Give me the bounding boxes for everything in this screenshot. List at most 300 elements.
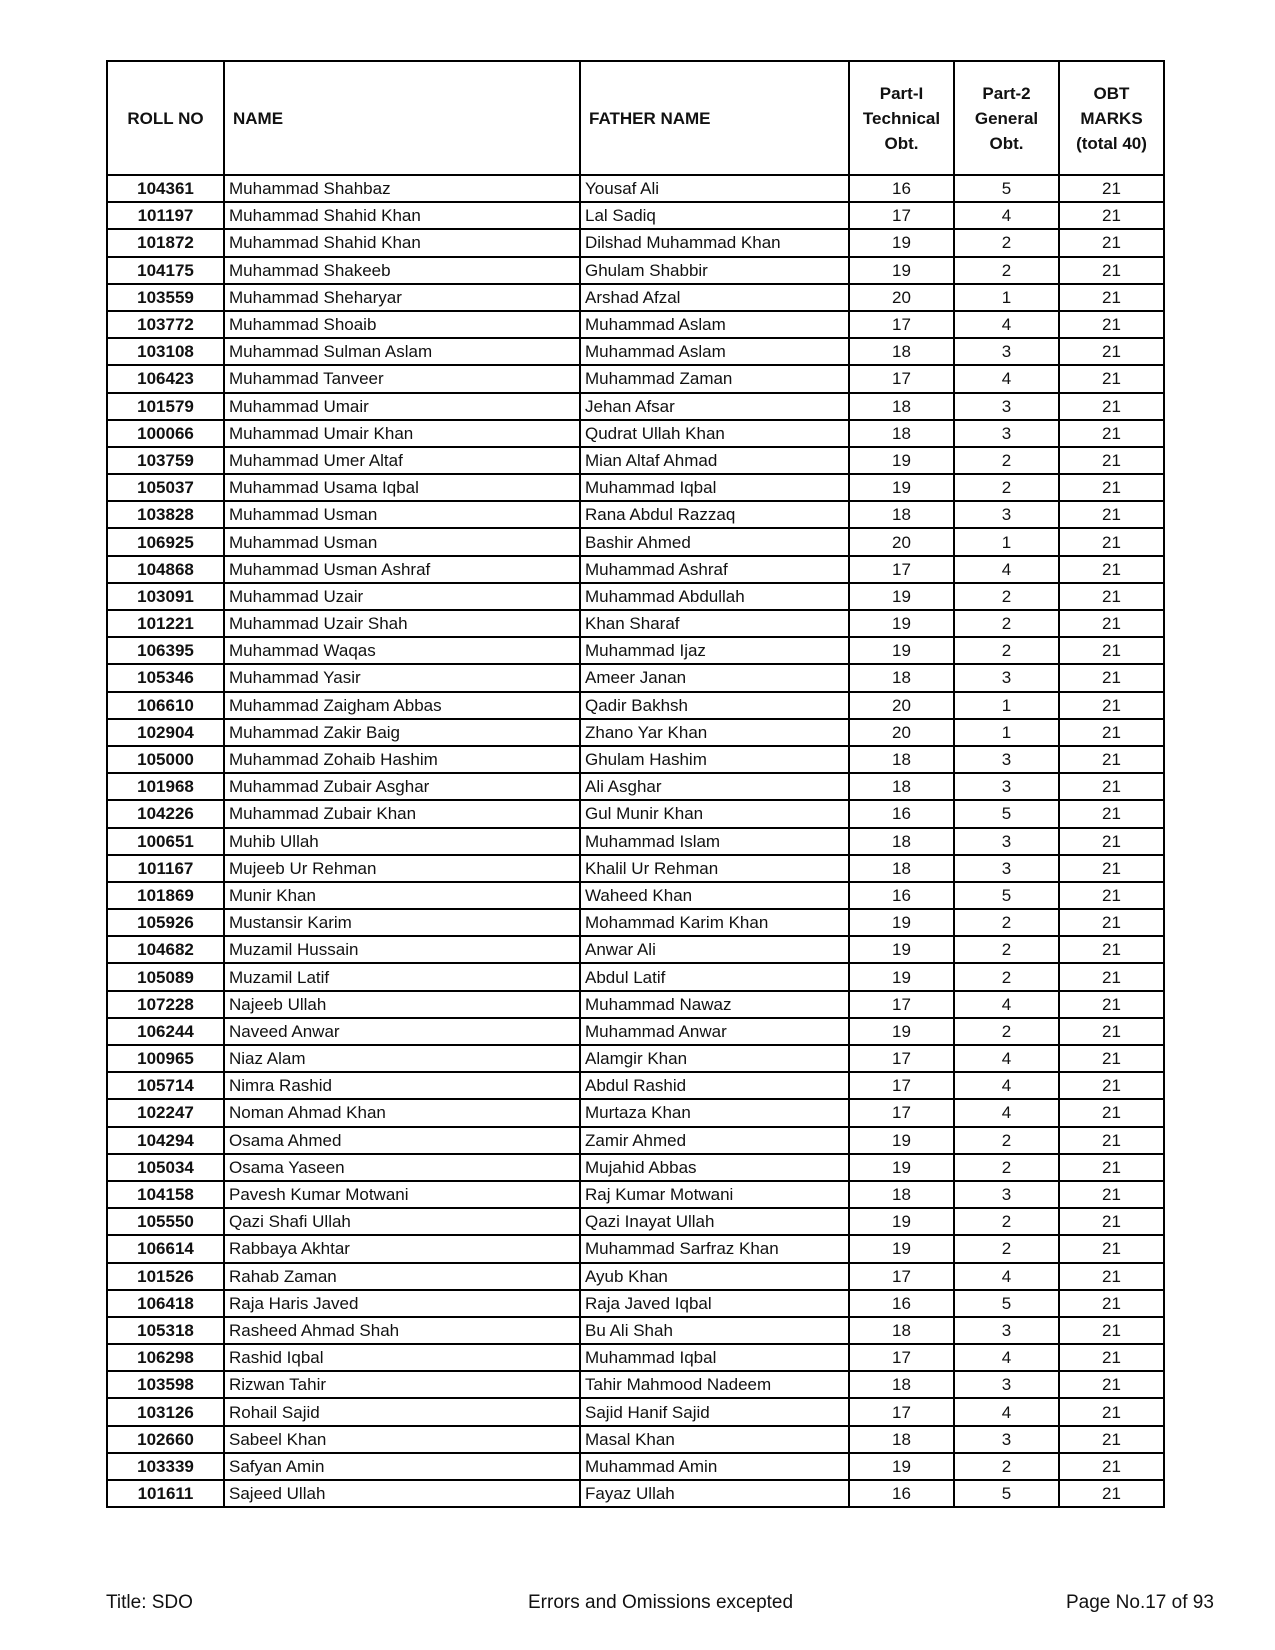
father-name-cell: Mohammad Karim Khan (580, 909, 849, 936)
obt-marks-cell: 21 (1059, 746, 1164, 773)
name-cell: Muhammad Usman (224, 528, 580, 555)
part1-score-cell: 16 (849, 1290, 954, 1317)
obt-marks-cell: 21 (1059, 420, 1164, 447)
part1-score-cell: 20 (849, 692, 954, 719)
obt-marks-cell: 21 (1059, 963, 1164, 990)
obt-marks-cell: 21 (1059, 229, 1164, 256)
table-row (107, 447, 1164, 474)
father-name-cell: Gul Munir Khan (580, 800, 849, 827)
header-part1-line3: Obt. (884, 133, 919, 153)
part1-score-cell: 17 (849, 1072, 954, 1099)
part1-score-cell: 18 (849, 338, 954, 365)
table-row (107, 1398, 1164, 1425)
obt-marks-cell: 21 (1059, 1208, 1164, 1235)
roll-no-cell: 103559 (107, 284, 224, 311)
part1-score-cell: 19 (849, 229, 954, 256)
header-father-label: FATHER NAME (589, 108, 711, 128)
part1-score-cell: 16 (849, 800, 954, 827)
table-row (107, 284, 1164, 311)
part2-score-cell: 5 (954, 800, 1059, 827)
part1-score-cell: 17 (849, 202, 954, 229)
name-cell: Muhammad Umair (224, 393, 580, 420)
roll-no-cell: 106925 (107, 528, 224, 555)
obt-marks-cell: 21 (1059, 1453, 1164, 1480)
part1-score-cell: 17 (849, 556, 954, 583)
father-name-cell: Raj Kumar Motwani (580, 1181, 849, 1208)
table-row (107, 1072, 1164, 1099)
part2-score-cell: 4 (954, 1263, 1059, 1290)
father-name-cell: Dilshad Muhammad Khan (580, 229, 849, 256)
name-cell: Muzamil Latif (224, 963, 580, 990)
father-name-cell: Muhammad Iqbal (580, 474, 849, 501)
name-cell: Muhammad Sulman Aslam (224, 338, 580, 365)
name-cell: Muhammad Usama Iqbal (224, 474, 580, 501)
part2-score-cell: 2 (954, 474, 1059, 501)
father-name-cell: Raja Javed Iqbal (580, 1290, 849, 1317)
part1-score-cell: 18 (849, 1426, 954, 1453)
table-row (107, 583, 1164, 610)
table-row (107, 936, 1164, 963)
obt-marks-cell: 21 (1059, 1099, 1164, 1126)
name-cell: Niaz Alam (224, 1045, 580, 1072)
obt-marks-cell: 21 (1059, 610, 1164, 637)
part2-score-cell: 3 (954, 1317, 1059, 1344)
name-cell: Muhib Ullah (224, 828, 580, 855)
father-name-cell: Sajid Hanif Sajid (580, 1398, 849, 1425)
part1-score-cell: 17 (849, 365, 954, 392)
part2-score-cell: 4 (954, 556, 1059, 583)
part1-score-cell: 20 (849, 719, 954, 746)
father-name-cell: Khalil Ur Rehman (580, 855, 849, 882)
obt-marks-cell: 21 (1059, 1045, 1164, 1072)
part2-score-cell: 4 (954, 202, 1059, 229)
father-name-cell: Arshad Afzal (580, 284, 849, 311)
part1-score-cell: 19 (849, 1018, 954, 1045)
roll-no-cell: 101872 (107, 229, 224, 256)
part2-score-cell: 3 (954, 1181, 1059, 1208)
part2-score-cell: 3 (954, 773, 1059, 800)
part2-score-cell: 3 (954, 501, 1059, 528)
header-part2-line3: Obt. (989, 133, 1024, 153)
header-part1-line2: Technical (862, 108, 941, 128)
father-name-cell: Qudrat Ullah Khan (580, 420, 849, 447)
roll-no-cell: 106298 (107, 1344, 224, 1371)
obt-marks-cell: 21 (1059, 664, 1164, 691)
part2-score-cell: 2 (954, 909, 1059, 936)
part2-score-cell: 2 (954, 229, 1059, 256)
table-row (107, 1099, 1164, 1126)
name-cell: Rahab Zaman (224, 1263, 580, 1290)
obt-marks-cell: 21 (1059, 556, 1164, 583)
father-name-cell: Ghulam Hashim (580, 746, 849, 773)
father-name-cell: Muhammad Islam (580, 828, 849, 855)
results-table-container (106, 60, 1147, 1508)
header-part2-line1: Part-2 (982, 83, 1031, 103)
roll-no-cell: 100066 (107, 420, 224, 447)
roll-no-cell: 107228 (107, 991, 224, 1018)
name-cell: Rabbaya Akhtar (224, 1235, 580, 1262)
part1-score-cell: 20 (849, 284, 954, 311)
roll-no-cell: 104361 (107, 175, 224, 202)
obt-marks-cell: 21 (1059, 991, 1164, 1018)
footer-title: Title: SDO (106, 1592, 193, 1613)
roll-no-cell: 101579 (107, 393, 224, 420)
obt-marks-cell: 21 (1059, 882, 1164, 909)
obt-marks-cell: 21 (1059, 1480, 1164, 1507)
name-cell: Safyan Amin (224, 1453, 580, 1480)
roll-no-cell: 106244 (107, 1018, 224, 1045)
name-cell: Nimra Rashid (224, 1072, 580, 1099)
roll-no-cell: 104294 (107, 1127, 224, 1154)
header-row (107, 61, 1164, 175)
table-row (107, 501, 1164, 528)
header-part1 (849, 61, 954, 175)
father-name-cell: Muhammad Iqbal (580, 1344, 849, 1371)
table-row (107, 311, 1164, 338)
obt-marks-cell: 21 (1059, 393, 1164, 420)
table-row (107, 202, 1164, 229)
name-cell: Muhammad Zakir Baig (224, 719, 580, 746)
father-name-cell: Abdul Latif (580, 963, 849, 990)
obt-marks-cell: 21 (1059, 909, 1164, 936)
obt-marks-cell: 21 (1059, 1235, 1164, 1262)
part2-score-cell: 4 (954, 991, 1059, 1018)
father-name-cell: Mujahid Abbas (580, 1154, 849, 1181)
part1-score-cell: 19 (849, 1453, 954, 1480)
roll-no-cell: 102660 (107, 1426, 224, 1453)
table-row (107, 991, 1164, 1018)
part2-score-cell: 5 (954, 882, 1059, 909)
name-cell: Muhammad Zohaib Hashim (224, 746, 580, 773)
results-table (106, 60, 1165, 1508)
part2-score-cell: 4 (954, 1099, 1059, 1126)
obt-marks-cell: 21 (1059, 855, 1164, 882)
part1-score-cell: 18 (849, 1317, 954, 1344)
father-name-cell: Zhano Yar Khan (580, 719, 849, 746)
table-row (107, 1154, 1164, 1181)
table-row (107, 1344, 1164, 1371)
obt-marks-cell: 21 (1059, 1398, 1164, 1425)
roll-no-cell: 106395 (107, 637, 224, 664)
part2-score-cell: 2 (954, 963, 1059, 990)
table-row (107, 365, 1164, 392)
roll-no-cell: 101221 (107, 610, 224, 637)
name-cell: Mujeeb Ur Rehman (224, 855, 580, 882)
name-cell: Muhammad Uzair (224, 583, 580, 610)
part1-score-cell: 18 (849, 855, 954, 882)
header-obt-line1: OBT (1093, 83, 1130, 103)
father-name-cell: Anwar Ali (580, 936, 849, 963)
table-row (107, 1127, 1164, 1154)
table-row (107, 1208, 1164, 1235)
father-name-cell: Muhammad Abdullah (580, 583, 849, 610)
obt-marks-cell: 21 (1059, 311, 1164, 338)
roll-no-cell: 105318 (107, 1317, 224, 1344)
roll-no-cell: 103126 (107, 1398, 224, 1425)
obt-marks-cell: 21 (1059, 1290, 1164, 1317)
part2-score-cell: 2 (954, 1235, 1059, 1262)
name-cell: Rashid Iqbal (224, 1344, 580, 1371)
part2-score-cell: 3 (954, 338, 1059, 365)
father-name-cell: Ameer Janan (580, 664, 849, 691)
part1-score-cell: 17 (849, 1398, 954, 1425)
father-name-cell: Muhammad Aslam (580, 338, 849, 365)
obt-marks-cell: 21 (1059, 773, 1164, 800)
table-row (107, 855, 1164, 882)
part2-score-cell: 1 (954, 692, 1059, 719)
part2-score-cell: 4 (954, 1045, 1059, 1072)
part1-score-cell: 17 (849, 1344, 954, 1371)
father-name-cell: Zamir Ahmed (580, 1127, 849, 1154)
table-row (107, 175, 1164, 202)
name-cell: Muhammad Yasir (224, 664, 580, 691)
roll-no-cell: 101611 (107, 1480, 224, 1507)
table-row (107, 1371, 1164, 1398)
table-row (107, 882, 1164, 909)
roll-no-cell: 105034 (107, 1154, 224, 1181)
table-row (107, 773, 1164, 800)
roll-no-cell: 101968 (107, 773, 224, 800)
name-cell: Sabeel Khan (224, 1426, 580, 1453)
header-obt-line2: MARKS (1080, 108, 1143, 128)
table-row (107, 1018, 1164, 1045)
father-name-cell: Muhammad Ashraf (580, 556, 849, 583)
part2-score-cell: 2 (954, 1154, 1059, 1181)
footer-page-number: Page No.17 of 93 (1066, 1592, 1214, 1613)
father-name-cell: Fayaz Ullah (580, 1480, 849, 1507)
roll-no-cell: 103759 (107, 447, 224, 474)
roll-no-cell: 102904 (107, 719, 224, 746)
roll-no-cell: 100965 (107, 1045, 224, 1072)
part1-score-cell: 16 (849, 882, 954, 909)
father-name-cell: Abdul Rashid (580, 1072, 849, 1099)
part1-score-cell: 18 (849, 1371, 954, 1398)
footer-note: Errors and Omissions excepted (528, 1592, 794, 1613)
table-row (107, 637, 1164, 664)
roll-no-cell: 101869 (107, 882, 224, 909)
table-row (107, 420, 1164, 447)
part1-score-cell: 19 (849, 474, 954, 501)
name-cell: Osama Ahmed (224, 1127, 580, 1154)
header-obt-line3: (total 40) (1076, 133, 1147, 153)
roll-no-cell: 101526 (107, 1263, 224, 1290)
name-cell: Muhammad Zubair Khan (224, 800, 580, 827)
roll-no-cell: 106610 (107, 692, 224, 719)
name-cell: Rohail Sajid (224, 1398, 580, 1425)
table-row (107, 719, 1164, 746)
part1-score-cell: 19 (849, 1208, 954, 1235)
table-row (107, 1480, 1164, 1507)
roll-no-cell: 105089 (107, 963, 224, 990)
part1-score-cell: 19 (849, 583, 954, 610)
part2-score-cell: 3 (954, 393, 1059, 420)
part2-score-cell: 3 (954, 1426, 1059, 1453)
obt-marks-cell: 21 (1059, 1344, 1164, 1371)
roll-no-cell: 105000 (107, 746, 224, 773)
table-row (107, 1453, 1164, 1480)
father-name-cell: Muhammad Zaman (580, 365, 849, 392)
obt-marks-cell: 21 (1059, 1018, 1164, 1045)
roll-no-cell: 103598 (107, 1371, 224, 1398)
obt-marks-cell: 21 (1059, 1317, 1164, 1344)
part1-score-cell: 17 (849, 1045, 954, 1072)
roll-no-cell: 105926 (107, 909, 224, 936)
part2-score-cell: 1 (954, 719, 1059, 746)
roll-no-cell: 103091 (107, 583, 224, 610)
obt-marks-cell: 21 (1059, 936, 1164, 963)
name-cell: Noman Ahmad Khan (224, 1099, 580, 1126)
obt-marks-cell: 21 (1059, 1154, 1164, 1181)
father-name-cell: Qazi Inayat Ullah (580, 1208, 849, 1235)
name-cell: Muhammad Shoaib (224, 311, 580, 338)
father-name-cell: Ali Asghar (580, 773, 849, 800)
part2-score-cell: 3 (954, 664, 1059, 691)
name-cell: Raja Haris Javed (224, 1290, 580, 1317)
obt-marks-cell: 21 (1059, 1263, 1164, 1290)
obt-marks-cell: 21 (1059, 800, 1164, 827)
part2-score-cell: 2 (954, 1453, 1059, 1480)
roll-no-cell: 101167 (107, 855, 224, 882)
part1-score-cell: 17 (849, 1263, 954, 1290)
father-name-cell: Tahir Mahmood Nadeem (580, 1371, 849, 1398)
results-table-body (107, 175, 1164, 1507)
table-row (107, 528, 1164, 555)
part1-score-cell: 19 (849, 1127, 954, 1154)
father-name-cell: Muhammad Sarfraz Khan (580, 1235, 849, 1262)
part1-score-cell: 20 (849, 528, 954, 555)
part1-score-cell: 17 (849, 991, 954, 1018)
part2-score-cell: 4 (954, 311, 1059, 338)
part1-score-cell: 18 (849, 773, 954, 800)
header-part2-line2: General (974, 108, 1039, 128)
obt-marks-cell: 21 (1059, 583, 1164, 610)
table-row (107, 1290, 1164, 1317)
obt-marks-cell: 21 (1059, 1426, 1164, 1453)
obt-marks-cell: 21 (1059, 175, 1164, 202)
obt-marks-cell: 21 (1059, 528, 1164, 555)
father-name-cell: Muhammad Ijaz (580, 637, 849, 664)
obt-marks-cell: 21 (1059, 474, 1164, 501)
obt-marks-cell: 21 (1059, 1072, 1164, 1099)
father-name-cell: Bu Ali Shah (580, 1317, 849, 1344)
part2-score-cell: 3 (954, 420, 1059, 447)
name-cell: Muhammad Shahid Khan (224, 202, 580, 229)
roll-no-cell: 106418 (107, 1290, 224, 1317)
name-cell: Muhammad Zaigham Abbas (224, 692, 580, 719)
part1-score-cell: 19 (849, 257, 954, 284)
part2-score-cell: 2 (954, 257, 1059, 284)
roll-no-cell: 104868 (107, 556, 224, 583)
name-cell: Muhammad Shakeeb (224, 257, 580, 284)
part2-score-cell: 2 (954, 1018, 1059, 1045)
father-name-cell: Muhammad Nawaz (580, 991, 849, 1018)
roll-no-cell: 105037 (107, 474, 224, 501)
part1-score-cell: 19 (849, 447, 954, 474)
table-row (107, 909, 1164, 936)
table-row (107, 1426, 1164, 1453)
part1-score-cell: 18 (849, 501, 954, 528)
header-father-name (580, 61, 849, 175)
part1-score-cell: 17 (849, 311, 954, 338)
roll-no-cell: 103108 (107, 338, 224, 365)
obt-marks-cell: 21 (1059, 828, 1164, 855)
part2-score-cell: 1 (954, 528, 1059, 555)
part1-score-cell: 19 (849, 1235, 954, 1262)
obt-marks-cell: 21 (1059, 1127, 1164, 1154)
father-name-cell: Waheed Khan (580, 882, 849, 909)
father-name-cell: Murtaza Khan (580, 1099, 849, 1126)
father-name-cell: Masal Khan (580, 1426, 849, 1453)
roll-no-cell: 104226 (107, 800, 224, 827)
name-cell: Muhammad Waqas (224, 637, 580, 664)
part2-score-cell: 2 (954, 1127, 1059, 1154)
part2-score-cell: 2 (954, 637, 1059, 664)
table-row (107, 393, 1164, 420)
father-name-cell: Muhammad Anwar (580, 1018, 849, 1045)
obt-marks-cell: 21 (1059, 447, 1164, 474)
table-row (107, 828, 1164, 855)
name-cell: Mustansir Karim (224, 909, 580, 936)
table-row (107, 746, 1164, 773)
part1-score-cell: 18 (849, 746, 954, 773)
part1-score-cell: 18 (849, 664, 954, 691)
part1-score-cell: 18 (849, 828, 954, 855)
father-name-cell: Mian Altaf Ahmad (580, 447, 849, 474)
part1-score-cell: 19 (849, 637, 954, 664)
obt-marks-cell: 21 (1059, 1181, 1164, 1208)
table-row (107, 556, 1164, 583)
header-name-label: NAME (233, 108, 284, 128)
roll-no-cell: 104175 (107, 257, 224, 284)
father-name-cell: Muhammad Amin (580, 1453, 849, 1480)
obt-marks-cell: 21 (1059, 692, 1164, 719)
father-name-cell: Rana Abdul Razzaq (580, 501, 849, 528)
part1-score-cell: 19 (849, 1154, 954, 1181)
name-cell: Osama Yaseen (224, 1154, 580, 1181)
father-name-cell: Khan Sharaf (580, 610, 849, 637)
obt-marks-cell: 21 (1059, 284, 1164, 311)
name-cell: Muhammad Shahbaz (224, 175, 580, 202)
obt-marks-cell: 21 (1059, 257, 1164, 284)
name-cell: Pavesh Kumar Motwani (224, 1181, 580, 1208)
part2-score-cell: 3 (954, 855, 1059, 882)
obt-marks-cell: 21 (1059, 365, 1164, 392)
header-obt-marks (1059, 61, 1164, 175)
part2-score-cell: 4 (954, 1072, 1059, 1099)
header-name (224, 61, 580, 175)
name-cell: Muhammad Zubair Asghar (224, 773, 580, 800)
table-row (107, 474, 1164, 501)
part2-score-cell: 1 (954, 284, 1059, 311)
part2-score-cell: 5 (954, 1480, 1059, 1507)
father-name-cell: Lal Sadiq (580, 202, 849, 229)
table-row (107, 1235, 1164, 1262)
name-cell: Muhammad Sheharyar (224, 284, 580, 311)
table-row (107, 610, 1164, 637)
obt-marks-cell: 21 (1059, 637, 1164, 664)
header-roll-no: ROLL NO (107, 61, 224, 175)
roll-no-cell: 100651 (107, 828, 224, 855)
name-cell: Rasheed Ahmad Shah (224, 1317, 580, 1344)
roll-no-cell: 106423 (107, 365, 224, 392)
table-row (107, 229, 1164, 256)
roll-no-cell: 106614 (107, 1235, 224, 1262)
part2-score-cell: 4 (954, 1344, 1059, 1371)
header-part1-line1: Part-I (879, 83, 924, 103)
part1-score-cell: 19 (849, 909, 954, 936)
father-name-cell: Jehan Afsar (580, 393, 849, 420)
father-name-cell: Alamgir Khan (580, 1045, 849, 1072)
